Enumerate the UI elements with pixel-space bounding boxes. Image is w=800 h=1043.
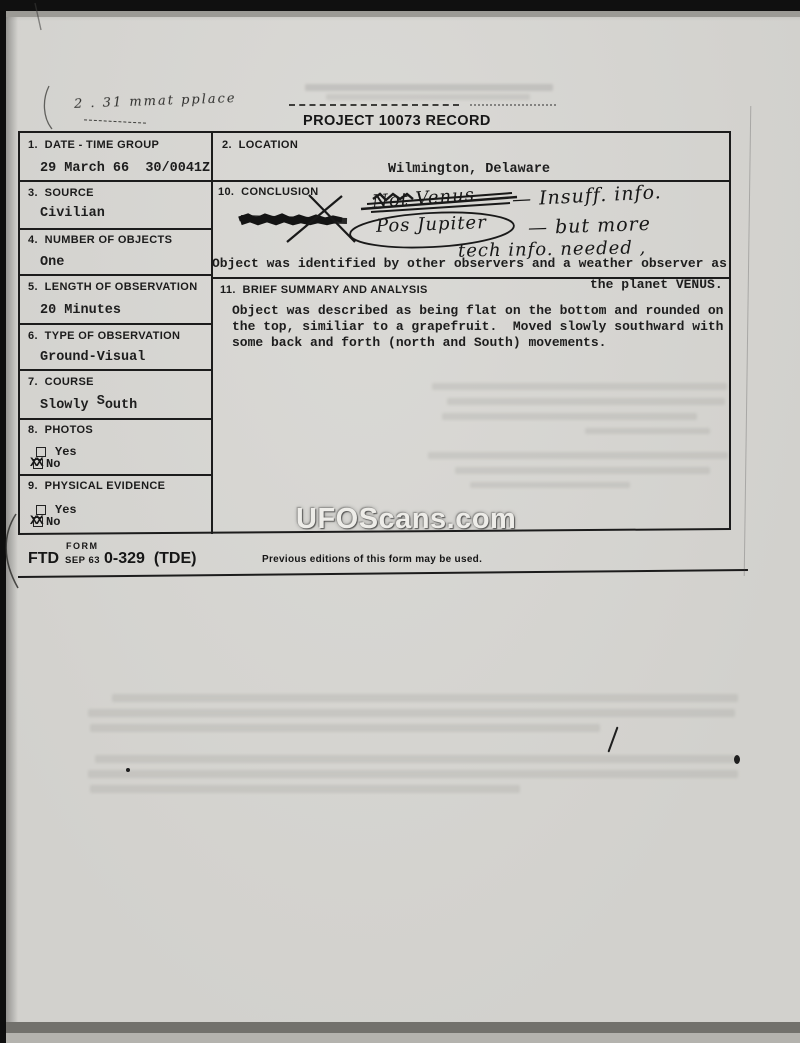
field-label-source: 3. SOURCE <box>28 187 94 199</box>
dotted-rule <box>470 104 556 106</box>
summary-line-1: Object was described as being flat on the bottom and rounded on <box>232 303 724 318</box>
ghost-text-line <box>95 755 735 763</box>
ghost-text-line <box>432 383 727 390</box>
field-label-photos: 8. PHOTOS <box>28 424 94 436</box>
photos-no-option <box>30 455 61 471</box>
physical-evidence-yes-label: Yes <box>55 503 77 517</box>
ghost-text-line <box>112 694 738 702</box>
paper-crease-marks <box>28 0 68 140</box>
footer-form-date: SEP 63 <box>65 555 101 566</box>
watermark: UFOScans.com <box>296 503 517 535</box>
handwritten-possible-jupiter: Pos Jupiter <box>375 212 488 237</box>
footer-note: Previous editions of this form may be used. <box>262 554 483 565</box>
ghost-text-line <box>455 467 710 474</box>
scan-bottom-shadow <box>6 1022 800 1033</box>
ghost-text-line <box>470 482 630 488</box>
field-label-length-of-observation: 5. LENGTH OF OBSERVATION <box>28 281 198 293</box>
field-label-course: 7. COURSE <box>28 376 94 388</box>
ghost-text-line <box>305 84 553 91</box>
row-divider <box>18 418 213 420</box>
ink-dot <box>126 768 130 772</box>
row-divider <box>18 228 213 230</box>
field-value-source: Civilian <box>40 206 105 221</box>
course-raised-letter: S <box>96 394 105 409</box>
form-border-top <box>18 131 731 133</box>
left-margin-pen-curve <box>0 508 24 594</box>
photos-no-label: No <box>46 457 61 471</box>
summary-line-3: some back and forth (north and South) movements. <box>232 335 607 350</box>
ghost-text-line <box>90 785 520 793</box>
scan-bottom-edge <box>6 1033 800 1043</box>
field-value-date-time-group: 29 March 66 30/0041Z <box>40 161 211 176</box>
row-divider <box>18 369 213 371</box>
row-divider <box>18 323 213 325</box>
conclusion-typed-line2: the planet VENUS. <box>590 277 723 292</box>
field-value-number-of-objects: One <box>40 255 65 270</box>
ghost-text-line <box>442 413 697 420</box>
course-word-rest: outh <box>104 398 138 413</box>
xx-mark: XX <box>30 455 42 470</box>
field-label-type-of-observation: 6. TYPE OF OBSERVATION <box>28 330 181 342</box>
scan-top-edge <box>0 0 800 11</box>
course-word: Slowly <box>40 398 89 413</box>
handwritten-top-note: 2 . 31 mmat pplace <box>73 91 237 112</box>
dashed-rule <box>289 104 459 106</box>
field-value-type-of-observation: Ground-Visual <box>40 350 146 365</box>
conclusion-typed-line1: Object was identified by other observers and a weather observer as <box>212 256 727 271</box>
field-label-date-time-group: 1. DATE - TIME GROUP <box>28 139 160 151</box>
ghost-text-line <box>326 94 530 100</box>
field-label-location: 2. LOCATION <box>222 139 299 151</box>
photos-yes-label: Yes <box>55 445 77 459</box>
ink-dot <box>734 755 740 764</box>
form-title: PROJECT 10073 RECORD <box>303 113 491 129</box>
handwritten-struck-conclusion: Not Venus <box>371 184 476 213</box>
footer-form-caption: FORM <box>66 541 99 551</box>
field-value-length-of-observation: 20 Minutes <box>40 303 122 318</box>
ghost-text-line <box>90 724 600 732</box>
footer-form-prefix: FTD <box>28 550 60 567</box>
row-divider <box>18 274 213 276</box>
field-label-conclusion: 10. CONCLUSION <box>218 186 319 198</box>
ghost-text-line <box>88 709 735 717</box>
ghost-text-line <box>428 452 728 459</box>
handwritten-insufficient-info: — Insuff. info. <box>511 181 663 211</box>
row-divider <box>18 474 213 476</box>
summary-line-2: the top, similiar to a grapefruit. Moved slowly southward with <box>232 319 724 334</box>
handwritten-tech-info-needed: tech info. needed , <box>457 237 647 262</box>
conclusion-pen-strokes <box>211 181 740 281</box>
xx-mark: XX <box>30 513 42 528</box>
field-label-number-of-objects: 4. NUMBER OF OBJECTS <box>28 234 173 246</box>
field-label-brief-summary: 11. BRIEF SUMMARY AND ANALYSIS <box>220 284 428 296</box>
physical-evidence-no-option <box>30 513 61 529</box>
physical-evidence-no-label: No <box>46 515 61 529</box>
field-value-location: Wilmington, Delaware <box>388 162 551 177</box>
field-label-physical-evidence: 9. PHYSICAL EVIDENCE <box>28 480 166 492</box>
ghost-text-line <box>447 398 725 405</box>
ghost-text-line <box>88 770 738 778</box>
checkbox-xx-checked-icon <box>30 513 43 528</box>
scan-top-shadow <box>6 11 800 17</box>
ghost-text-line <box>585 428 710 434</box>
footer-form-number: 0-329 (TDE) <box>104 550 197 567</box>
checkbox-xx-checked-icon <box>30 455 43 470</box>
field-value-course <box>40 394 138 413</box>
handwritten-but-more: — but more <box>527 212 652 240</box>
